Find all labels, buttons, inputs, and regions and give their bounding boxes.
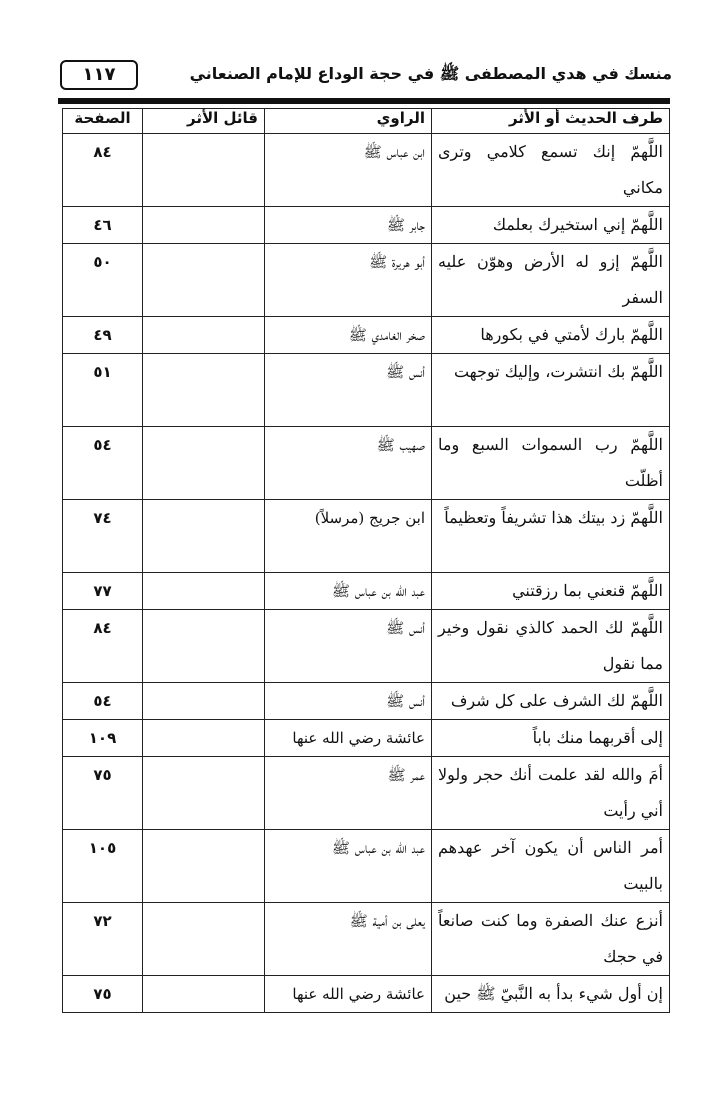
table-row <box>63 903 670 976</box>
sayer-cell <box>143 354 265 427</box>
table-row <box>63 610 670 683</box>
page-header <box>60 56 672 94</box>
page-cell: ٤٦ <box>63 207 143 244</box>
table-row <box>63 244 670 317</box>
narrator-cell: أنس ﷺ <box>265 354 432 427</box>
sayer-cell <box>143 134 265 207</box>
narrator-cell: عائشة رضي الله عنها <box>265 720 432 757</box>
table-body <box>63 134 670 1013</box>
hadith-cell: إلى أقربهما منك باباً <box>432 720 670 757</box>
page-cell: ٤٩ <box>63 317 143 354</box>
sayer-cell <box>143 500 265 573</box>
narrator-cell: يعلى بن أمية ﷺ <box>265 903 432 976</box>
hadith-cell: اللَّهمّ رب السموات السبع وما أظلّت <box>432 427 670 500</box>
sayer-cell <box>143 244 265 317</box>
column-header-page: الصفحة <box>63 109 143 134</box>
header-rule <box>58 98 670 104</box>
narrator-cell: صخر الغامدي ﷺ <box>265 317 432 354</box>
table-header-row <box>63 109 670 134</box>
hadith-cell: أمَ والله لقد علمت أنك حجر ولولا أني رأيت <box>432 757 670 830</box>
sayer-cell <box>143 720 265 757</box>
narrator-cell: عمر ﷺ <box>265 757 432 830</box>
hadith-cell: اللَّهمّ زد بيتك هذا تشريفاً وتعظيماً <box>432 500 670 573</box>
hadith-cell: اللَّهمّ لك الحمد كالذي نقول وخير مما نقول <box>432 610 670 683</box>
page-cell: ٧٥ <box>63 757 143 830</box>
narrator-cell: عبد الله بن عباس ﷺ <box>265 573 432 610</box>
page-cell: ٥١ <box>63 354 143 427</box>
hadith-cell: اللَّهمّ إزو له الأرض وهوّن عليه السفر <box>432 244 670 317</box>
table-row <box>63 683 670 720</box>
hadith-cell: أنزع عنك الصفرة وما كنت صانعاً في حجك <box>432 903 670 976</box>
page-cell: ٧٤ <box>63 500 143 573</box>
table-row <box>63 757 670 830</box>
sayer-cell <box>143 683 265 720</box>
table-row <box>63 830 670 903</box>
narrator-cell: ابن جريج (مرسلاً) <box>265 500 432 573</box>
sayer-cell <box>143 903 265 976</box>
hadith-cell: أمر الناس أن يكون آخر عهدهم بالبيت <box>432 830 670 903</box>
sayer-cell <box>143 830 265 903</box>
table-row <box>63 427 670 500</box>
hadith-cell: اللَّهمّ قنعني بما رزقتني <box>432 573 670 610</box>
page-cell: ٥٤ <box>63 427 143 500</box>
sayer-cell <box>143 757 265 830</box>
hadith-cell: اللَّهمّ بارك لأمتي في بكورها <box>432 317 670 354</box>
sayer-cell <box>143 976 265 1013</box>
page-cell: ٥٤ <box>63 683 143 720</box>
table-row <box>63 354 670 427</box>
page-cell: ١٠٥ <box>63 830 143 903</box>
hadith-index-table <box>62 108 670 1013</box>
page-cell: ١٠٩ <box>63 720 143 757</box>
page-cell: ٧٢ <box>63 903 143 976</box>
sayer-cell <box>143 573 265 610</box>
narrator-cell: أنس ﷺ <box>265 683 432 720</box>
narrator-cell: عبد الله بن عباس ﷺ <box>265 830 432 903</box>
table-row <box>63 500 670 573</box>
narrator-cell: أنس ﷺ <box>265 610 432 683</box>
hadith-cell: اللَّهمّ إني استخيرك بعلمك <box>432 207 670 244</box>
narrator-cell: عائشة رضي الله عنها <box>265 976 432 1013</box>
narrator-cell: أبو هريرة ﷺ <box>265 244 432 317</box>
hadith-cell: اللَّهمّ لك الشرف على كل شرف <box>432 683 670 720</box>
table-row <box>63 573 670 610</box>
hadith-cell: إن أول شيء بدأ به النَّبيّ ﷺ حين <box>432 976 670 1013</box>
sayer-cell <box>143 317 265 354</box>
page-cell: ٨٤ <box>63 134 143 207</box>
hadith-cell: اللَّهمّ بك انتشرت، وإليك توجهت <box>432 354 670 427</box>
narrator-cell: صهيب ﷺ <box>265 427 432 500</box>
page-cell: ٧٥ <box>63 976 143 1013</box>
page-number: ١١٧ <box>60 60 138 90</box>
column-header-sayer: قائل الأثر <box>143 109 265 134</box>
hadith-cell: اللَّهمّ إنك تسمع كلامي وترى مكاني <box>432 134 670 207</box>
sayer-cell <box>143 610 265 683</box>
narrator-cell: ابن عباس ﷺ <box>265 134 432 207</box>
table-row <box>63 976 670 1013</box>
sayer-cell <box>143 427 265 500</box>
table-row <box>63 207 670 244</box>
sayer-cell <box>143 207 265 244</box>
table-row <box>63 317 670 354</box>
book-title: منسك في هدي المصطفى ﷺ في حجة الوداع للإمام الصنعاني <box>189 64 672 83</box>
page-cell: ٨٤ <box>63 610 143 683</box>
table-row <box>63 720 670 757</box>
column-header-narrator: الراوي <box>265 109 432 134</box>
table-row <box>63 134 670 207</box>
page-cell: ٧٧ <box>63 573 143 610</box>
narrator-cell: جابر ﷺ <box>265 207 432 244</box>
page-cell: ٥٠ <box>63 244 143 317</box>
column-header-hadith: طرف الحديث أو الأثر <box>432 109 670 134</box>
